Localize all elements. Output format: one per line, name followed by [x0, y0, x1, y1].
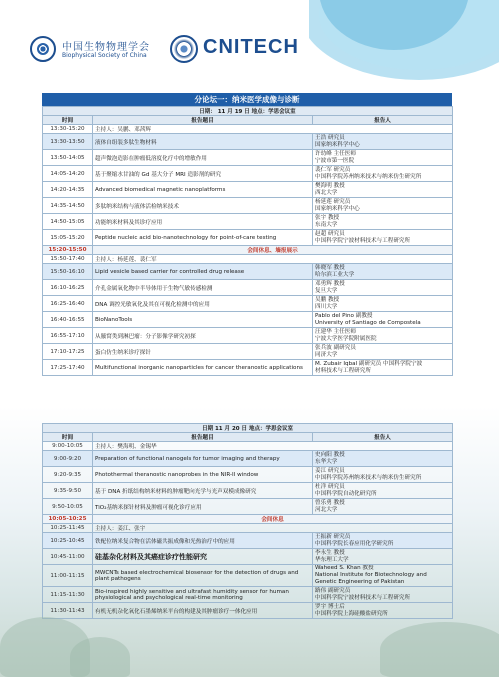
time-cell: 17:10-17:25 — [43, 344, 93, 360]
talk-row — [43, 328, 453, 344]
time-cell: 10:05-10:25 — [43, 515, 93, 524]
talk-row — [43, 134, 453, 150]
header-title: 报告题目 — [93, 433, 313, 442]
day1-date-line: 日期： 11 月 19 日 地点：学思会议室 — [43, 107, 453, 116]
chair-row — [43, 524, 453, 533]
talk-title: Advanced biomedical magnetic nanoplatforms — [93, 182, 313, 198]
talk-title: 介孔金属氧化物中半导体用于生物气敏传感检测 — [93, 280, 313, 296]
speaker-cell: 裴仁军 研究员 中国科学院苏州纳米技术与纳米仿生研究所 — [313, 166, 453, 182]
time-cell: 15:50-17:40 — [43, 255, 93, 264]
time-cell: 14:05-14:20 — [43, 166, 93, 182]
time-cell: 15:50-16:10 — [43, 264, 93, 280]
time-cell: 16:55-17:10 — [43, 328, 93, 344]
time-cell: 13:30-13:50 — [43, 134, 93, 150]
day2-date-row — [43, 424, 453, 433]
speaker-cell: 路伟 副研究员 中国科学院宁波材料技术与工程研究所 — [313, 587, 453, 603]
day2-date-line: 日期 11 月 20 日 地点：学思会议室 — [43, 424, 453, 433]
time-cell: 16:10-16:25 — [43, 280, 93, 296]
speaker-cell: 李永生 教授 华东理工大学 — [313, 549, 453, 565]
header-title: 报告题目 — [93, 116, 313, 125]
talk-title: Photothermal theranostic nanoprobes in the NIR-II window — [93, 467, 313, 483]
talk-row — [43, 296, 453, 312]
header-speaker: 报告人 — [313, 433, 453, 442]
time-cell: 9:20-9:35 — [43, 467, 93, 483]
day2-header-row — [43, 433, 453, 442]
talk-row — [43, 499, 453, 515]
speaker-cell: 张兵波 副研究员 同济大学 — [313, 344, 453, 360]
time-cell: 9:00-10:05 — [43, 442, 93, 451]
time-cell: 15:05-15:20 — [43, 230, 93, 246]
time-cell: 9:00-9:20 — [43, 451, 93, 467]
time-cell: 14:20-14:35 — [43, 182, 93, 198]
time-cell: 11:00-11:15 — [43, 565, 93, 587]
talk-title: 从腋窝类到淋巴瘤：分子影像学研究初探 — [93, 328, 313, 344]
time-cell: 9:50-10:05 — [43, 499, 93, 515]
break-label: 会间休息、墙报展示 — [93, 246, 453, 255]
session-title: 分论坛一：纳米医学成像与诊断 — [42, 93, 452, 106]
talk-row — [43, 214, 453, 230]
chair-cell: 主持人：樊海明、金锡华 — [93, 442, 453, 451]
talk-row — [43, 264, 453, 280]
speaker-cell: 王振新 研究员 中国科学院长春应用化学研究所 — [313, 533, 453, 549]
time-cell: 9:35-9:50 — [43, 483, 93, 499]
speaker-cell: 吴鹏 教授 四川大学 — [313, 296, 453, 312]
talk-row — [43, 565, 453, 587]
talk-title: 多肽纳米结构与液体活检纳米技术 — [93, 198, 313, 214]
time-cell: 10:25-11:45 — [43, 524, 93, 533]
day1-date-row — [43, 107, 453, 116]
time-cell: 14:35-14:50 — [43, 198, 93, 214]
header-wave-decoration — [309, 0, 499, 95]
break-row — [43, 246, 453, 255]
talk-title: Peptide nucleic acid bio-nanotechnology for point-of-care testing — [93, 230, 313, 246]
cnitech-logo: CNITECH — [203, 36, 299, 58]
talk-title: 蛋白仿生纳米诊疗探针 — [93, 344, 313, 360]
chair-row — [43, 255, 453, 264]
talk-title: 液体自组装多肽生物材料 — [93, 134, 313, 150]
talk-title: Lipid vesicle based carrier for controlled drug release — [93, 264, 313, 280]
talk-title: TiO₂基纳米探针材料及肿瘤可视化诊疗应用 — [93, 499, 313, 515]
talk-row — [43, 280, 453, 296]
speaker-cell: 许幼峰 主任医师 宁波市第一医院 — [313, 150, 453, 166]
time-cell: 16:40-16:55 — [43, 312, 93, 328]
time-cell: 10:25-10:45 — [43, 533, 93, 549]
speaker-cell: 邓勇辉 教授 复旦大学 — [313, 280, 453, 296]
talk-title: 铁配位纳米复合物在活体磁共振成像和光热治疗中的应用 — [93, 533, 313, 549]
talk-title: Bio-inspired highly sensitive and ultrafast humidity sensor for human physiological and psychological real-time monitoring — [93, 587, 313, 603]
talk-row — [43, 166, 453, 182]
talk-title: 基于聚缩水甘油的 Gd 基大分子 MRI 造影剂的研究 — [93, 166, 313, 182]
time-cell: 11:15-11:30 — [43, 587, 93, 603]
cnitech-emblem-icon — [170, 35, 198, 63]
talk-title: Multifunctional inorganic nanoparticles for cancer theranostic applications — [93, 360, 313, 376]
talk-row — [43, 533, 453, 549]
speaker-cell: 赵超 研究员 中国科学院宁波材料技术与工程研究所 — [313, 230, 453, 246]
org-name-en: Biophysical Society of China — [62, 52, 147, 59]
talk-row — [43, 230, 453, 246]
speaker-cell: 汪建华 主任医师 宁波大学医学院附属医院 — [313, 328, 453, 344]
time-cell: 10:45-11:00 — [43, 549, 93, 565]
talk-row — [43, 451, 453, 467]
speaker-cell: 王浩 研究员 国家纳米科学中心 — [313, 134, 453, 150]
speaker-cell: 罗宇 博士后 中国科学院上海硅酸盐研究所 — [313, 603, 453, 619]
break-label: 会间休息 — [93, 515, 453, 524]
day2-schedule-table — [42, 423, 453, 619]
talk-row — [43, 483, 453, 499]
talk-row — [43, 150, 453, 166]
talk-row — [43, 587, 453, 603]
speaker-cell: 张宇 教授 东南大学 — [313, 214, 453, 230]
day1-schedule-table — [42, 106, 453, 376]
talk-row — [43, 603, 453, 619]
speaker-cell: M. Zubair Iqbal 副研究员 中国科学院宁波 材料技术与工程研究所 — [313, 360, 453, 376]
talk-title: BioNanoTools — [93, 312, 313, 328]
talk-title: 基于 DNA 折纸结构纳米材料的肿瘤靶向光学与光声双模成像研究 — [93, 483, 313, 499]
header-time: 时间 — [43, 116, 93, 125]
speaker-cell: Waheed S. Khan 教授 National Institute for Biotechnology and Genetic Engineering of Pakistan — [313, 565, 453, 587]
speaker-cell: Pablo del Pino 副教授 University of Santiago de Compostela — [313, 312, 453, 328]
chair-cell: 主持人：吴鹏、邓茜辉 — [93, 125, 453, 134]
speaker-cell: 曾乐勇 教授 河北大学 — [313, 499, 453, 515]
time-cell: 13:30-15:20 — [43, 125, 93, 134]
time-cell: 16:25-16:40 — [43, 296, 93, 312]
talk-title: 有机无机杂化氧化石墨烯纳米平台的构建及其肿瘤诊疗一体化应用 — [93, 603, 313, 619]
talk-row — [43, 312, 453, 328]
time-cell: 17:25-17:40 — [43, 360, 93, 376]
talk-title: MWCNTs based electrochemical biosensor for the detection of drugs and plant pathogens — [93, 565, 313, 587]
talk-title: 超声微泡造影在肿瘤低溶度化疗中的增敏作用 — [93, 150, 313, 166]
speaker-cell: 韩晓军 教授 哈尔滨工业大学 — [313, 264, 453, 280]
org-name-cn: 中国生物物理学会 — [62, 42, 150, 53]
chair-row — [43, 125, 453, 134]
day1-header-row — [43, 116, 453, 125]
page-header — [0, 0, 499, 90]
talk-row — [43, 467, 453, 483]
break-row — [43, 515, 453, 524]
header-time: 时间 — [43, 433, 93, 442]
talk-title: Preparation of functional nanogels for tumor imaging and therapy — [93, 451, 313, 467]
time-cell: 11:30-11:43 — [43, 603, 93, 619]
speaker-cell: 杨延莲 研究员 国家纳米科学中心 — [313, 198, 453, 214]
time-cell: 15:20-15:50 — [43, 246, 93, 255]
talk-row — [43, 360, 453, 376]
talk-row — [43, 198, 453, 214]
talk-title: DNA 调控光敏氧化及其在可视化检测中的应用 — [93, 296, 313, 312]
chair-cell: 主持人：姜江、张宇 — [93, 524, 453, 533]
speaker-cell: 樊海明 教授 西北大学 — [313, 182, 453, 198]
time-cell: 13:50-14:05 — [43, 150, 93, 166]
speaker-cell: 姜江 研究员 中国科学院苏州纳米技术与纳米仿生研究所 — [313, 467, 453, 483]
speaker-cell: 杜洋 研究员 中国科学院自动化研究所 — [313, 483, 453, 499]
chair-cell: 主持人：杨延莲、裴仁军 — [93, 255, 453, 264]
talk-title: 硅基杂化材料及其癌症诊疗性能研究 — [93, 549, 313, 565]
chair-row — [43, 442, 453, 451]
talk-row — [43, 549, 453, 565]
talk-row — [43, 182, 453, 198]
society-logo-icon — [30, 36, 56, 62]
talk-row — [43, 344, 453, 360]
speaker-cell: 史向阳 教授 东华大学 — [313, 451, 453, 467]
talk-title: 功能纳米材料及其诊疗应用 — [93, 214, 313, 230]
header-speaker: 报告人 — [313, 116, 453, 125]
time-cell: 14:50-15:05 — [43, 214, 93, 230]
